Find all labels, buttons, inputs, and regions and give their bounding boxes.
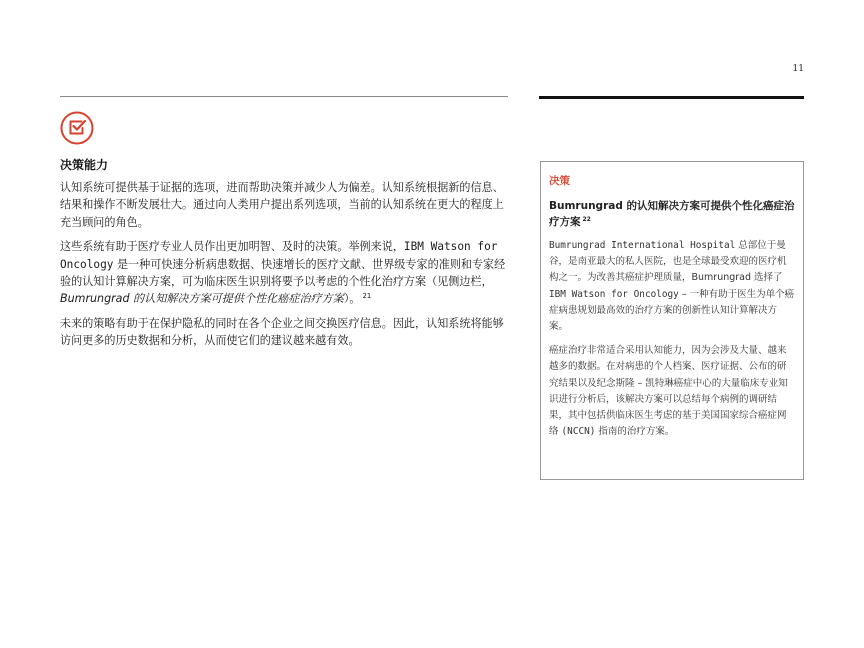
decision-checkbox-icon — [60, 111, 94, 145]
nccn-abbrev: (NCCN) — [561, 426, 596, 438]
footnote-ref-21: 21 — [362, 291, 372, 300]
sidebar-paragraph-2-text-a: 癌症治疗非常适合采用认知能力，因为会涉及大量、越来越多的数据。在对病患的个人档案、医疗证据、公布的研究结果以及纪念斯隆 – 凯特琳癌症中心的大量临床专业知识进行分析后，该解决方案可以总结每个病例的调研结果，其中包括供临床医生考虑的基于美国国家综合癌症网络 — [549, 345, 788, 438]
paragraph-2-text-e: ）。 — [343, 292, 361, 306]
paragraph-3: 未来的策略有助于在保护隐私的同时在各个企业之间交换医疗信息。因此，认知系统将能够访问更多的历史数据和分析，从而使它们的建议越来越有效。 — [60, 316, 504, 348]
section-title: 决策能力 — [60, 158, 109, 172]
paragraph-2 — [60, 238, 512, 308]
sidebar-paragraph-1-text-b: 总部位于曼谷，是南亚最大的私人医院，也是全球最受欢迎的医疗机构之一。为改善其癌症护理质量，Bumrungrad 选择了 — [549, 240, 787, 284]
sidebar-box — [540, 161, 804, 480]
watson-product-name: IBM Watson for Oncology — [60, 240, 498, 271]
sidebar-label: 决策 — [549, 175, 570, 187]
sidebar-title — [549, 198, 795, 230]
main-content — [60, 156, 512, 357]
paragraph-2-text-c: 是一种可快速分析病患数据、快速增长的医疗文献、世界级专家的准则和专家经验的认知计算解决方案，可为临床医生识别将要予以考虑的个性化治疗方案（见侧边栏， — [60, 257, 506, 289]
sidebar-paragraph-1 — [549, 238, 795, 335]
sidebar-title-text: Bumrungrad 的认知解决方案可提供个性化癌症治疗方案 — [549, 200, 795, 228]
hospital-name: Bumrungrad International Hospital — [549, 240, 736, 251]
sidebar-paragraph-2-text-c: 指南的治疗方案。 — [595, 426, 675, 438]
page-number: 11 — [792, 64, 804, 74]
sidebar-paragraph-2 — [549, 343, 795, 440]
top-divider-right — [539, 96, 804, 99]
sidebar-paragraph-1-text-d: – 一种有助于医生为单个癌症病患规划最高效的治疗方案的创新性认知计算解决方案。 — [549, 288, 795, 333]
sidebar-reference: Bumrungrad 的认知解决方案可提供个性化癌症治疗方案 — [60, 292, 344, 306]
paragraph-1: 认知系统可提供基于证据的选项，进而帮助决策并减少人为偏差。认知系统根据新的信息、结果和操作不断发展壮大。通过向人类用户提出系列选项，当前的认知系统在更大的程度上充当顾问的角色。 — [60, 181, 504, 229]
footnote-ref-22: 22 — [582, 215, 591, 223]
paragraph-2-text-a: 这些系统有助于医疗专业人员作出更加明智、及时的决策。举例来说， — [60, 240, 404, 254]
top-divider-left — [60, 96, 508, 97]
watson-product-name-sidebar: IBM Watson for Oncology — [549, 288, 679, 300]
